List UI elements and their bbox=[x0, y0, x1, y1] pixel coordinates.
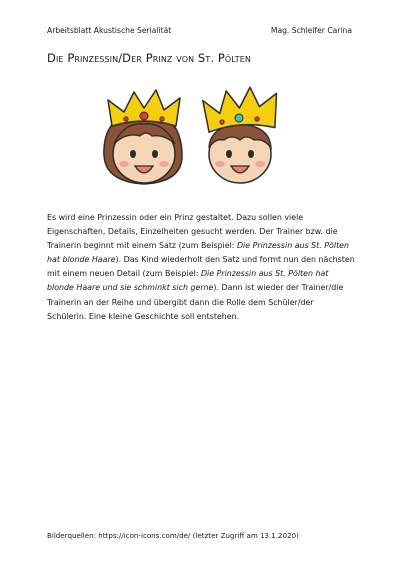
example-sentence-1: Die Prinzessin aus St. Pölten hat blonde Haare bbox=[47, 241, 350, 265]
prince-icon bbox=[202, 86, 279, 183]
princess-prince-illustration bbox=[94, 86, 294, 192]
example-sentence-2: Die Prinzessin aus St. Pölten hat blonde Haare und sie schminkt sich gerne bbox=[47, 269, 329, 293]
instructions-text-2: ). Das Kind wiederholt den Satz und formt nun den nächsten mit einem neuen Detail (zum Beispiel: bbox=[47, 255, 355, 279]
instructions-text-1: Es wird eine Prinzessin oder ein Prinz gestaltet. Dazu sollen viele Eigenschaften, Details, Einzelheiten gesucht werden. Der Trainer bzw. die Trainerin beginnt mit einem Satz (zum Beispiel: bbox=[47, 213, 338, 251]
instructions-text-3: ). Dann ist wieder der Trainer/die Trainerin an der Reihe und übergibt dann die Rolle dem Schüler/der Schülerin. Eine kleine Geschichte soll entstehen. bbox=[47, 283, 344, 321]
image-sources-footer: Bilderquellen: https://icon-icons.com/de/ (letzter Zugriff am 13.1.2020) bbox=[47, 531, 299, 540]
instructions-paragraph bbox=[47, 211, 355, 324]
princess-icon bbox=[104, 90, 182, 184]
page-header bbox=[47, 26, 352, 36]
page-title: Die Prinzessin/Der Prinz von St. Pölten bbox=[47, 51, 251, 65]
header-author: Mag. Schleifer Carina bbox=[270, 26, 352, 35]
header-worksheet-title: Arbeitsblatt Akustische Serialität bbox=[47, 26, 172, 35]
